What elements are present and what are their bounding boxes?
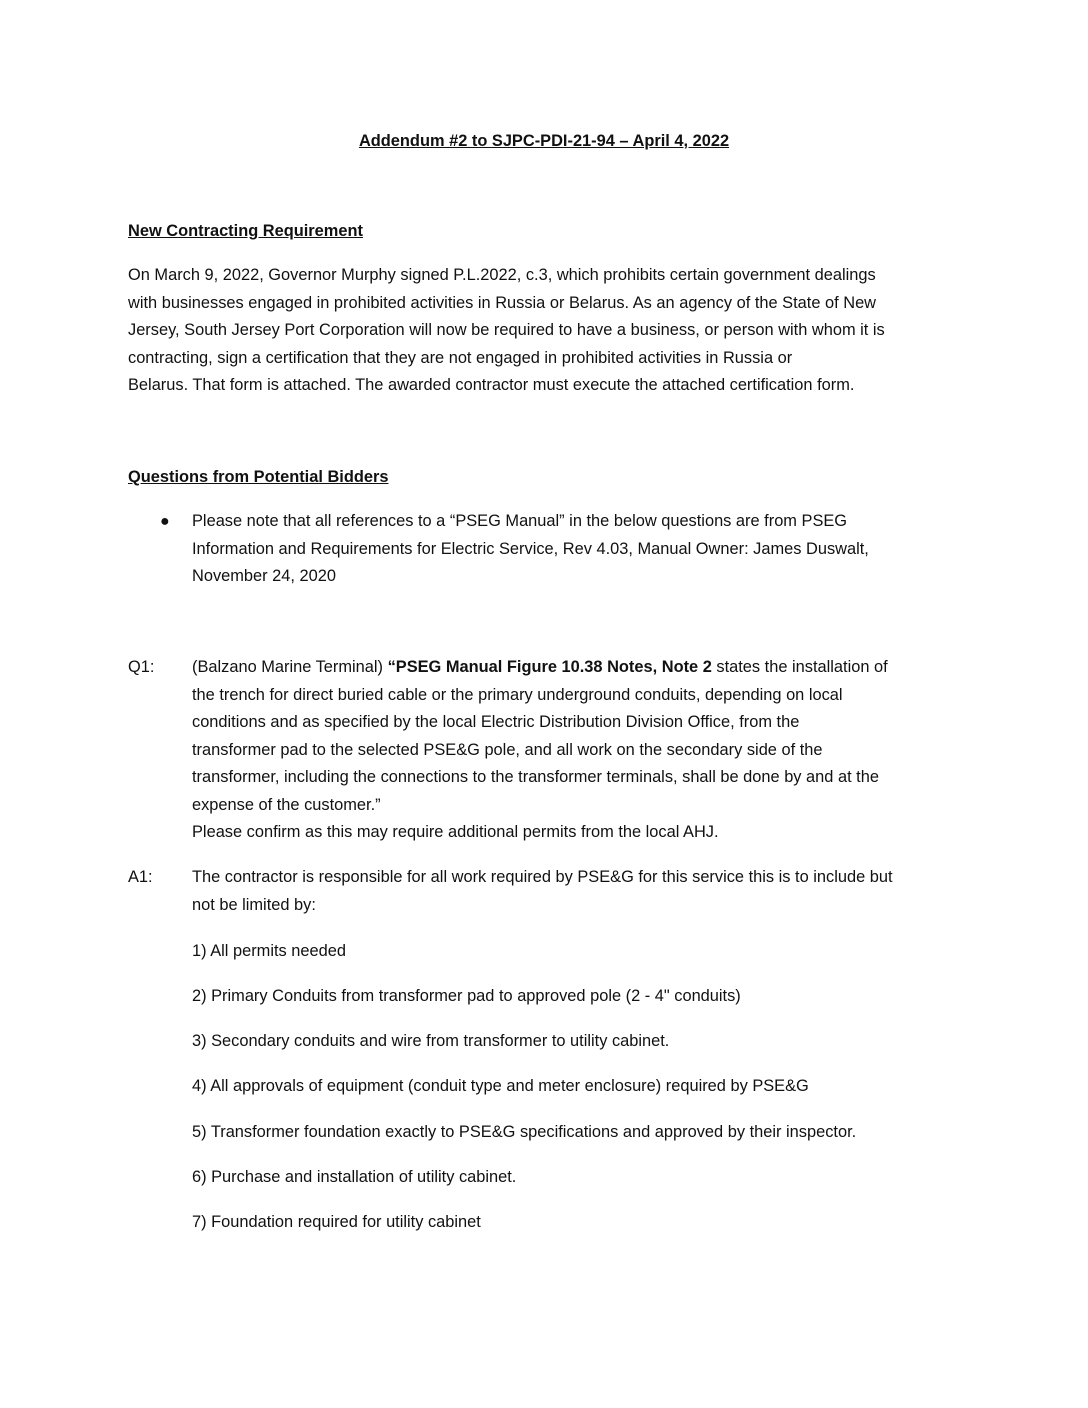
section-heading-questions: Questions from Potential Bidders: [128, 468, 389, 486]
question-line: conditions and as specified by the local Electric Distribution Division Office, from the: [192, 713, 800, 731]
bullet-line: November 24, 2020: [192, 567, 336, 585]
bullet-text: [192, 508, 942, 591]
answer-line: The contractor is responsible for all work required by PSE&G for this service this is to include but: [192, 868, 893, 886]
question-reference: “PSEG Manual Figure 10.38 Notes, Note 2: [387, 658, 712, 676]
paragraph-line: contracting, sign a certification that they are not engaged in prohibited activities in Russia or: [128, 348, 793, 367]
paragraph-line: On March 9, 2022, Governor Murphy signed P.L.2022, c.3, which prohibits certain government dealings: [128, 266, 876, 284]
question-first-line: [192, 654, 962, 682]
answer-list-item: 7) Foundation required for utility cabinet: [192, 1213, 481, 1231]
answer-list-item: 4) All approvals of equipment (conduit type and meter enclosure) required by PSE&G: [192, 1077, 809, 1095]
answer-line: not be limited by:: [192, 895, 316, 914]
answer-list-item: 6) Purchase and installation of utility cabinet.: [192, 1168, 517, 1186]
answer-list-item: 2) Primary Conduits from transformer pad to approved pole (2 - 4" conduits): [192, 987, 741, 1005]
section-heading-contracting: New Contracting Requirement: [128, 222, 363, 240]
question-terminal: (Balzano Marine Terminal): [192, 658, 388, 676]
question-label: Q1:: [128, 658, 155, 676]
question-line: the trench for direct buried cable or the primary underground conduits, depending on local: [192, 685, 843, 704]
question-line: transformer, including the connections to the transformer terminals, shall be done by and at the: [192, 768, 879, 786]
bullet-line: Information and Requirements for Electric Service, Rev 4.03, Manual Owner: James Duswalt,: [192, 539, 869, 558]
answer-list-item: 5) Transformer foundation exactly to PSE&G specifications and approved by their inspector.: [192, 1123, 857, 1141]
answer-list-item: 3) Secondary conduits and wire from transformer to utility cabinet.: [192, 1032, 670, 1050]
paragraph-line: Jersey, South Jersey Port Corporation will now be required to have a business, or person with whom it is: [128, 321, 885, 339]
contracting-paragraph: [128, 262, 958, 400]
answer-label: A1:: [128, 868, 153, 886]
answer-body: [192, 864, 962, 919]
question-line: expense of the customer.”: [192, 795, 381, 814]
paragraph-line: with businesses engaged in prohibited activities in Russia or Belarus. As an agency of the State of New: [128, 293, 877, 312]
question-first-rest: states the installation of: [711, 658, 888, 676]
page-title: Addendum #2 to SJPC-PDI-21-94 – April 4, 2022: [358, 132, 730, 150]
question-line: transformer pad to the selected PSE&G pole, and all work on the secondary side of the: [192, 740, 823, 759]
paragraph-line: Belarus. That form is attached. The awarded contractor must execute the attached certification form.: [128, 376, 855, 394]
bullet-icon: ●: [160, 513, 170, 530]
answer-list-item: 1) All permits needed: [192, 942, 346, 960]
bullet-line: Please note that all references to a “PSEG Manual” in the below questions are from PSEG: [192, 512, 848, 530]
question-body: [192, 654, 962, 847]
question-line: Please confirm as this may require additional permits from the local AHJ.: [192, 823, 719, 841]
